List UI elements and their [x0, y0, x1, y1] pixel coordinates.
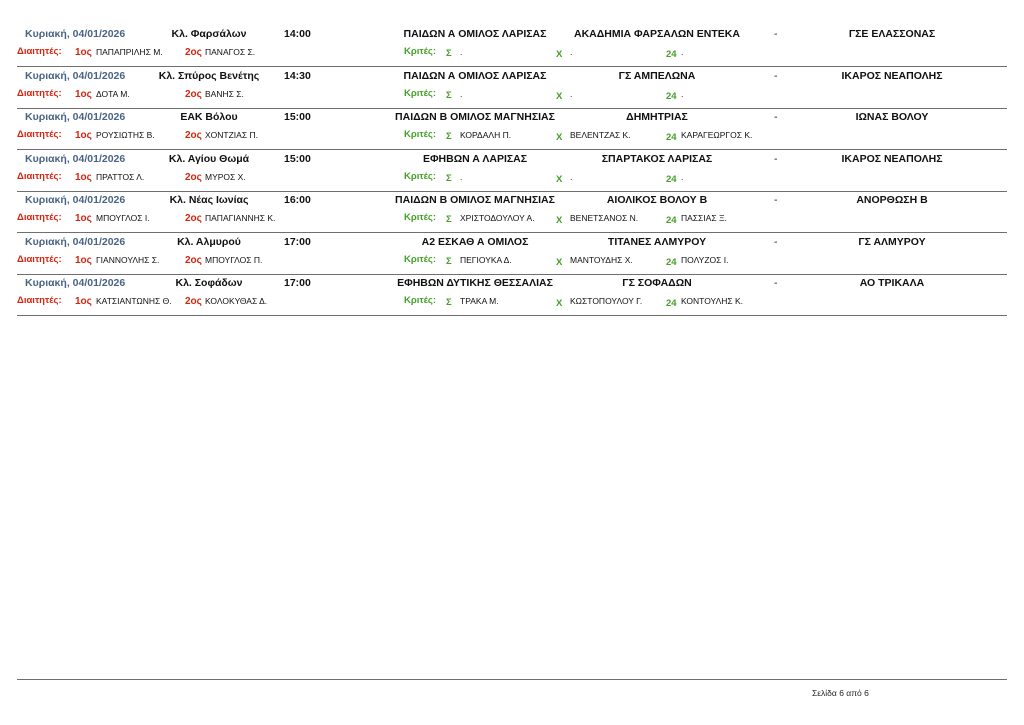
judges-label: Κριτές: [404, 87, 437, 99]
match-row [17, 190, 1007, 233]
away-team: ΙΚΑΡΟΣ ΝΕΑΠΟΛΗΣ [841, 152, 943, 165]
judge-s-name: ΠΕΓΙΟΥΚΑ Δ. [460, 254, 512, 265]
judge-24-name: ΚΟΝΤΟΥΛΗΣ Κ. [681, 296, 744, 306]
match-row [17, 149, 1007, 192]
judge-24-tag: 24 [666, 215, 677, 226]
referee-1-name: ΚΑΤΣΙΑΝΤΩΝΗΣ Θ. [96, 296, 172, 306]
match-time: 17:00 [284, 277, 311, 289]
match-time: 15:00 [284, 152, 311, 165]
match-date: Κυριακή, 04/01/2026 [25, 277, 126, 289]
judges-label: Κριτές: [404, 295, 437, 306]
match-venue: Κλ. Σπύρος Βενέτης [158, 69, 260, 82]
judges-label: Κριτές: [404, 253, 437, 265]
judge-s-tag: Σ [446, 214, 452, 225]
match-date: Κυριακή, 04/01/2026 [25, 235, 126, 248]
judge-s-name: . [460, 47, 463, 57]
judges-label: Κριτές: [404, 170, 437, 182]
home-team: ΓΣ ΣΟΦΑΔΩΝ [622, 277, 692, 289]
match-venue: Κλ. Αλμυρού [177, 235, 241, 248]
referee-2-name: ΧΟΝΤΖΙΑΣ Π. [205, 130, 258, 140]
referee-2-name: ΠΑΝΑΓΟΣ Σ. [205, 47, 256, 57]
match-row [17, 273, 1007, 316]
home-team: ΑΙΟΛΙΚΟΣ ΒΟΛΟΥ Β [606, 194, 708, 206]
away-team: ΑΝΟΡΘΩΣΗ Β [856, 194, 928, 206]
referees-label: Διαιτητές: [17, 295, 62, 306]
judge-24-name: ΚΑΡΑΓΕΩΡΓΟΣ Κ. [681, 130, 753, 140]
judge-24-name: . [681, 88, 684, 99]
judge-x-tag: Χ [556, 132, 563, 143]
match-competition: ΕΦΗΒΩΝ Α ΛΑΡΙΣΑΣ [422, 152, 528, 165]
judge-s-tag: Σ [446, 172, 452, 184]
referees-label: Διαιτητές: [17, 212, 62, 223]
referee-2-name: ΠΑΠΑΓΙΑΝΝΗΣ Κ. [205, 213, 276, 223]
referee-1-tag: 1ος [75, 171, 92, 183]
match-row [17, 232, 1007, 275]
score-dash: - [774, 111, 778, 123]
referee-1-tag: 1ος [75, 254, 92, 266]
judge-24-tag: 24 [666, 298, 677, 309]
judge-x-name: ΜΑΝΤΟΥΔΗΣ Χ. [570, 254, 633, 265]
judge-x-name: ΚΩΣΤΟΠΟΥΛΟΥ Γ. [570, 296, 643, 306]
judge-24-name: ΠΑΣΣΙΑΣ Ξ. [681, 213, 727, 223]
judges-label: Κριτές: [404, 212, 437, 223]
match-row [17, 107, 1007, 150]
match-competition: ΠΑΙΔΩΝ Α ΟΜΙΛΟΣ ΛΑΡΙΣΑΣ [403, 28, 547, 40]
match-date: Κυριακή, 04/01/2026 [25, 111, 126, 123]
referee-2-tag: 2ος [185, 130, 202, 141]
home-team: ΣΠΑΡΤΑΚΟΣ ΛΑΡΙΣΑΣ [601, 152, 713, 165]
score-dash: - [774, 277, 778, 289]
match-venue: Κλ. Φαρσάλων [171, 28, 247, 40]
home-team: ΤΙΤΑΝΕΣ ΑΛΜΥΡΟΥ [607, 235, 707, 248]
match-date: Κυριακή, 04/01/2026 [25, 28, 126, 40]
away-team: ΓΣ ΑΛΜΥΡΟΥ [858, 235, 926, 248]
judge-x-tag: Χ [556, 49, 563, 60]
judge-24-tag: 24 [666, 256, 677, 268]
referee-1-name: ΠΑΠΑΠΡΙΛΗΣ Μ. [96, 47, 163, 57]
judge-24-name: ΠΟΛΥΖΟΣ Ι. [681, 254, 729, 265]
referee-2-tag: 2ος [185, 171, 202, 183]
referee-2-tag: 2ος [185, 296, 202, 307]
referee-2-name: ΜΥΡΟΣ Χ. [205, 171, 246, 182]
referee-2-tag: 2ος [185, 213, 202, 224]
referee-1-tag: 1ος [75, 296, 92, 307]
judge-s-name: ΧΡΙΣΤΟΔΟΥΛΟΥ Α. [460, 213, 535, 223]
match-time: 14:30 [284, 69, 311, 82]
judge-s-name: . [460, 88, 463, 99]
judge-x-tag: Χ [556, 256, 563, 268]
match-row [17, 24, 1007, 67]
referee-1-tag: 1ος [75, 88, 92, 100]
judges-label: Κριτές: [404, 129, 437, 140]
score-dash: - [774, 152, 778, 165]
referee-2-tag: 2ος [185, 254, 202, 266]
judge-s-tag: Σ [446, 48, 452, 59]
match-time: 15:00 [284, 111, 311, 123]
referee-1-tag: 1ος [75, 130, 92, 141]
referee-1-name: ΠΡΑΤΤΟΣ Λ. [96, 171, 145, 182]
match-competition: ΠΑΙΔΩΝ Β ΟΜΙΛΟΣ ΜΑΓΝΗΣΙΑΣ [395, 111, 555, 123]
judge-x-name: ΒΕΛΕΝΤΖΑΣ Κ. [570, 130, 631, 140]
score-dash: - [774, 28, 778, 40]
match-time: 16:00 [284, 194, 311, 206]
footer-divider [17, 679, 1007, 680]
judge-x-name: . [570, 171, 573, 182]
home-team: ΑΚΑΔΗΜΙΑ ΦΑΡΣΑΛΩΝ ΕΝΤΕΚΑ [574, 28, 740, 40]
judge-s-tag: Σ [446, 297, 452, 308]
match-date: Κυριακή, 04/01/2026 [25, 152, 126, 165]
referee-1-name: ΔΟΤΑ Μ. [96, 88, 130, 99]
judge-s-name: ΤΡΑΚΑ Μ. [460, 296, 499, 306]
match-competition: ΠΑΙΔΩΝ Α ΟΜΙΛΟΣ ΛΑΡΙΣΑΣ [403, 69, 547, 82]
judge-x-tag: Χ [556, 298, 563, 309]
judge-x-tag: Χ [556, 90, 563, 102]
home-team: ΓΣ ΑΜΠΕΛΩΝΑ [618, 69, 696, 82]
referee-1-tag: 1ος [75, 47, 92, 58]
judge-x-tag: Χ [556, 173, 563, 185]
referee-2-name: ΜΠΟΥΓΛΟΣ Π. [205, 254, 263, 265]
match-row [17, 66, 1007, 109]
away-team: ΙΩΝΑΣ ΒΟΛΟΥ [855, 111, 929, 123]
judge-s-name: ΚΟΡΔΑΛΗ Π. [460, 130, 512, 140]
away-team: ΑΟ ΤΡΙΚΑΛΑ [859, 277, 925, 289]
match-time: 14:00 [284, 28, 311, 40]
match-venue: Κλ. Αγίου Θωμά [168, 152, 250, 165]
judge-s-name: . [460, 171, 463, 182]
referee-2-name: ΒΑΝΗΣ Σ. [205, 88, 244, 99]
match-competition: ΠΑΙΔΩΝ Β ΟΜΙΛΟΣ ΜΑΓΝΗΣΙΑΣ [395, 194, 555, 206]
judge-s-tag: Σ [446, 255, 452, 267]
referees-label: Διαιτητές: [17, 129, 62, 140]
referee-1-name: ΓΙΑΝΝΟΥΛΗΣ Σ. [96, 254, 160, 265]
judge-x-tag: Χ [556, 215, 563, 226]
judge-24-tag: 24 [666, 132, 677, 143]
page-number: Σελίδα 6 από 6 [812, 688, 869, 698]
referees-label: Διαιτητές: [17, 253, 62, 265]
score-dash: - [774, 69, 778, 82]
judge-24-name: . [681, 47, 684, 57]
home-team: ΔΗΜΗΤΡΙΑΣ [626, 111, 688, 123]
match-date: Κυριακή, 04/01/2026 [25, 69, 126, 82]
referees-label: Διαιτητές: [17, 87, 62, 99]
match-venue: Κλ. Σοφάδων [175, 277, 243, 289]
score-dash: - [774, 235, 778, 248]
judge-24-name: . [681, 171, 684, 182]
referees-label: Διαιτητές: [17, 170, 62, 182]
judge-s-tag: Σ [446, 131, 452, 142]
match-date: Κυριακή, 04/01/2026 [25, 194, 126, 206]
away-team: ΙΚΑΡΟΣ ΝΕΑΠΟΛΗΣ [841, 69, 943, 82]
judge-x-name: . [570, 88, 573, 99]
referee-2-tag: 2ος [185, 47, 202, 58]
match-venue: Κλ. Νέας Ιωνίας [169, 194, 249, 206]
match-competition: ΕΦΗΒΩΝ ΔΥΤΙΚΗΣ ΘΕΣΣΑΛΙΑΣ [397, 277, 553, 289]
judge-x-name: ΒΕΝΕΤΣΑΝΟΣ Ν. [570, 213, 639, 223]
away-team: ΓΣΕ ΕΛΑΣΣΟΝΑΣ [848, 28, 936, 40]
match-competition: Α2 ΕΣΚΑΘ Α ΟΜΙΛΟΣ [421, 235, 529, 248]
match-time: 17:00 [284, 235, 311, 248]
referee-2-name: ΚΟΛΟΚΥΘΑΣ Δ. [205, 296, 268, 306]
referee-1-tag: 1ος [75, 213, 92, 224]
judge-24-tag: 24 [666, 173, 677, 185]
judges-label: Κριτές: [404, 46, 437, 57]
judge-s-tag: Σ [446, 89, 452, 101]
referee-1-name: ΜΠΟΥΓΛΟΣ Ι. [96, 213, 150, 223]
judge-x-name: . [570, 47, 573, 57]
referee-1-name: ΡΟΥΣΙΩΤΗΣ Β. [96, 130, 155, 140]
score-dash: - [774, 194, 778, 206]
match-venue: ΕΑΚ Βόλου [180, 111, 238, 123]
judge-24-tag: 24 [666, 90, 677, 102]
referees-label: Διαιτητές: [17, 46, 62, 57]
referee-2-tag: 2ος [185, 88, 202, 100]
judge-24-tag: 24 [666, 49, 677, 60]
